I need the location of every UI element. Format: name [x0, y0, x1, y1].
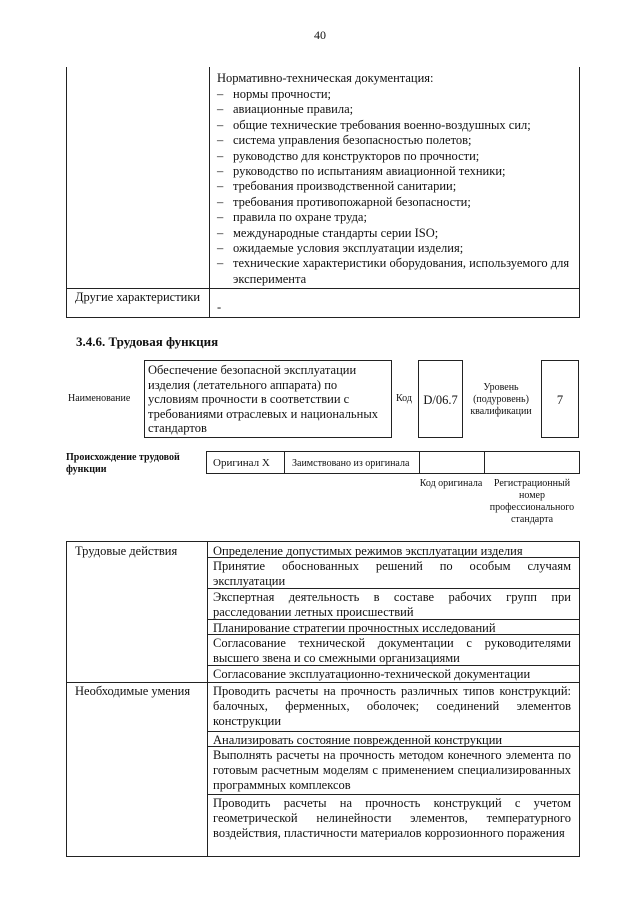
- list-item: – технические характеристики оборудования, используемого для эксперимента: [217, 256, 577, 287]
- table-row: Определение допустимых режимов эксплуатации изделия: [213, 544, 523, 558]
- origin-borrowed: Заимствовано из оригинала: [292, 458, 410, 469]
- list-item: – ожидаемые условия эксплуатации изделия;: [217, 241, 577, 256]
- table-row: Выполнять расчеты на прочность методом конечного элемента по готовым расчетным моделям с применением специализированных программных комплексов: [213, 748, 571, 792]
- labor-actions-label: Трудовые действия: [75, 544, 178, 558]
- table-row: Экспертная деятельность в составе рабочих групп при расследовании летных происшествий: [213, 590, 571, 619]
- other-characteristics-label: Другие характеристики: [75, 290, 201, 304]
- other-characteristics-value: -: [217, 300, 222, 314]
- list-item: – требования производственной санитарии;: [217, 179, 577, 194]
- table-row: Согласование технической документации с руководителями высшего звена и со смежными организациями: [213, 636, 571, 665]
- reg-number-caption: Регистрационный номер профессионального стандарта: [489, 478, 575, 525]
- list-item: – правила по охране труда;: [217, 210, 577, 225]
- list-item: – система управления безопасностью полетов;: [217, 133, 577, 148]
- table-row: Планирование стратегии прочностных исследований: [213, 621, 496, 635]
- code-original-caption: Код оригинала: [419, 478, 483, 489]
- list-item: – руководство по испытаниям авиационной техники;: [217, 164, 577, 179]
- normative-docs-list: [217, 87, 577, 287]
- list-item: – нормы прочности;: [217, 87, 577, 102]
- list-item: – требования противопожарной безопасности;: [217, 195, 577, 210]
- table-row: Проводить расчеты на прочность различных типов конструкций: балочных, ферменных, оболочек; соединений элементов конструкции: [213, 684, 571, 728]
- qualification-level-box: 7: [541, 360, 579, 438]
- table-row: Проводить расчеты на прочность конструкций с учетом геометрической нелинейности элементов, температурного воздействия, пластичности материалов коррозионного поражения: [213, 796, 571, 840]
- section-title: 3.4.6. Трудовая функция: [76, 334, 219, 349]
- name-label: Наименование: [68, 393, 131, 404]
- list-item: – авиационные правила;: [217, 102, 577, 117]
- page-number: 40: [314, 28, 326, 42]
- list-item: – руководство для конструкторов по прочности;: [217, 149, 577, 164]
- origin-row: [206, 451, 580, 474]
- continuation-table: [66, 67, 580, 318]
- table-row: Анализировать состояние поврежденной конструкции: [213, 733, 503, 747]
- list-item: – международные стандарты серии ISO;: [217, 226, 577, 241]
- required-skills-label: Необходимые умения: [75, 684, 191, 698]
- table-row: Принятие обоснованных решений по особым случаям эксплуатации: [213, 559, 571, 588]
- qualification-level-label: Уровень (подуровень) квалификации: [470, 382, 532, 417]
- origin-original: Оригинал X: [213, 457, 270, 469]
- function-name-box: Обеспечение безопасной эксплуатации изделия (летательного аппарата) по условиям прочности в соответствии с требованиями отраслевых и национальных стандартов: [144, 360, 392, 438]
- table-row: Согласование эксплуатационно-технической документации: [213, 667, 531, 681]
- code-label: Код: [396, 393, 412, 404]
- labor-table: [66, 541, 580, 857]
- origin-label: Происхождение трудовой функции: [66, 452, 180, 475]
- code-value-box: D/06.7: [418, 360, 463, 438]
- normative-docs-title: Нормативно-техническая документация:: [217, 71, 434, 85]
- list-item: – общие технические требования военно-воздушных сил;: [217, 118, 577, 133]
